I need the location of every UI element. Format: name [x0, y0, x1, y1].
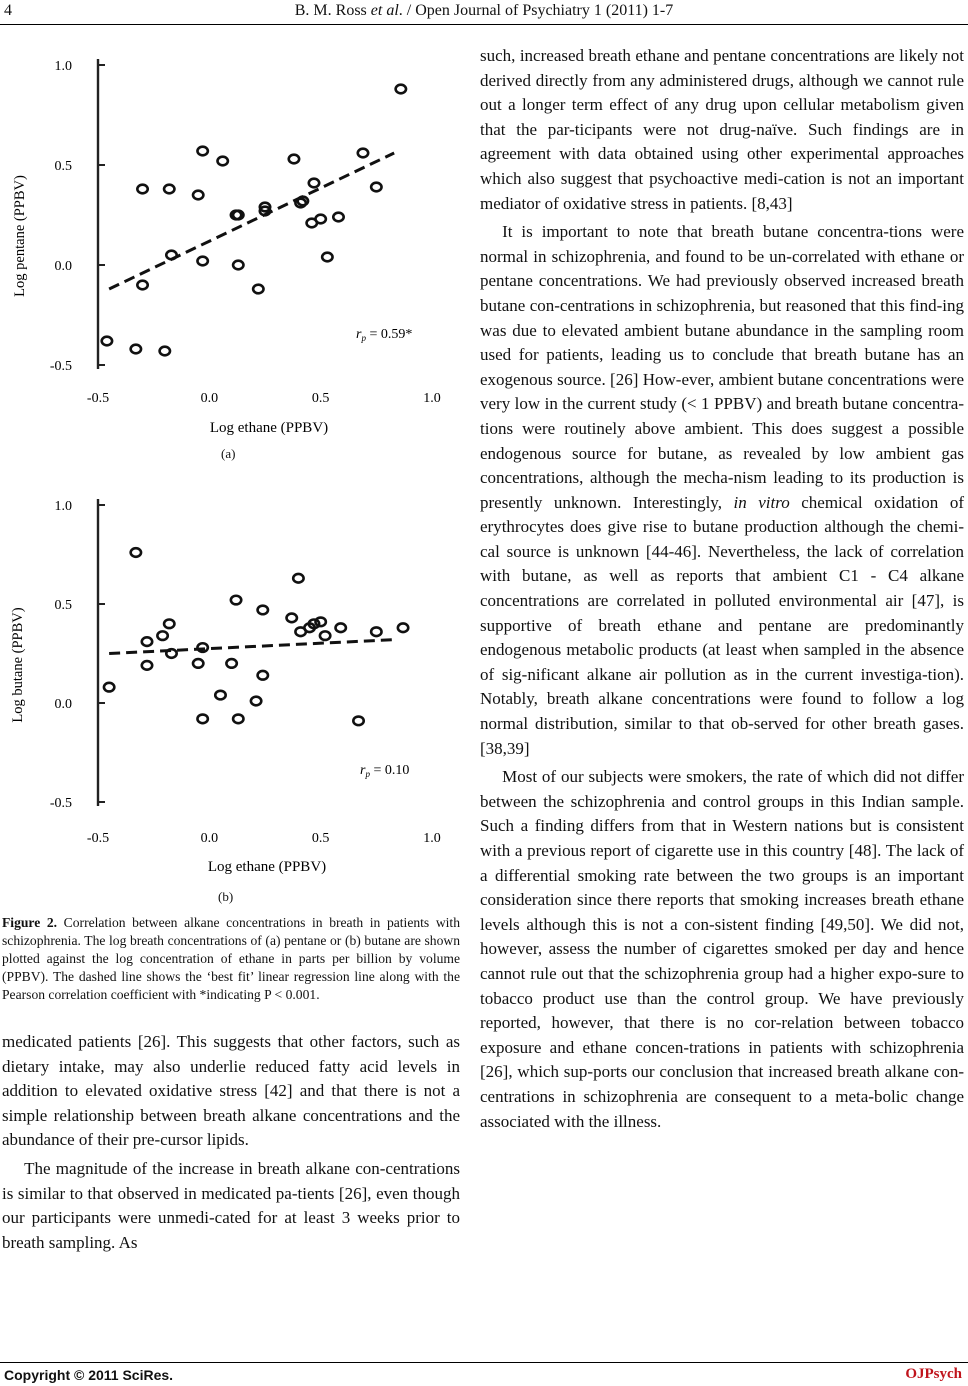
- scatter-point: [226, 659, 236, 668]
- scatter-point: [333, 213, 343, 222]
- scatter-point: [353, 717, 363, 726]
- y-axis-label: Log pentane (PPBV): [12, 175, 28, 297]
- regression-line: [109, 153, 394, 289]
- scatter-point: [322, 253, 332, 262]
- x-tick-label: 0.5: [311, 391, 330, 406]
- header-journal: . / Open Journal of Psychiatry 1 (2011) 1-7: [398, 2, 674, 19]
- header-rule: [0, 24, 968, 25]
- y-tick-label: 0.5: [54, 598, 72, 613]
- x-tick-label: 1.0: [423, 831, 441, 846]
- scatter-point: [320, 631, 330, 640]
- scatter-point: [233, 715, 243, 724]
- paragraph-text: It is important to note that breath butane concentra-tions were normal in schizophrenia, and found to be un-correlated with ethane or pentane concentrations. We had previously observed increased breath butane con-centrations in schizophrenia, but reasoned that this find-ing was due to elevated ambient butane abundance in the sampling room used for patients, leading us to conclude that breath butane has an exogenous source. [26] How-ever, ambient butane concentrations were very low in the current study (< 1 PPBV) and breath butane concentra-tions were routinely above ambient. This does suggest a possible endogenous source for butane, as revealed by low ambient gas concentrations, although the mecha-nism leading to its production is presently unknown. Interestingly,: [480, 222, 964, 512]
- copyright: Copyright © 2011 SciRes.: [4, 1367, 174, 1383]
- scatter-point: [142, 637, 152, 646]
- x-tick-label: 0.5: [311, 831, 330, 846]
- scatter-chart-b: [0, 480, 470, 898]
- y-tick-label: 1.0: [54, 499, 72, 514]
- scatter-point: [398, 623, 408, 632]
- paragraph: Most of our subjects were smokers, the rate of which did not differ between the schizophrenia and control groups in this Indian sample. Such a finding differs from that in Western nations but is consistent with a previous report of cigarette use in this country [48]. The lack of a differential smoking rate between the two groups is an important consideration since there reports that smoking increases breath ethane levels although this is not a con-sistent finding [49,50]. We did not, however, assess the number of cigarettes smoked per day and hence cannot rule out that the schizophrenia group had a higher expo-sure to tobacco product use than the control group. We have previously reported, however, that there is no cor-relation between tobacco exposure and ethane concen-trations in patients with schizophrenia [26], which sup-ports our conclusion that increased breath alkane con-centrations in schizophrenia are consequent to a meta-bolic change associated with the illness.: [480, 767, 964, 1131]
- x-tick-label: -0.5: [86, 391, 110, 406]
- scatter-chart-a: [0, 40, 470, 450]
- scatter-point: [315, 618, 325, 627]
- paragraph: The magnitude of the increase in breath alkane con-centrations is similar to that observed in medicated pa-tients [26], even though our participants were unmedi-cated for at least 3 weeks prior to breath sampling. As: [2, 1158, 460, 1252]
- scatter-point: [137, 185, 147, 194]
- x-tick-label: 0.0: [200, 831, 219, 846]
- paragraph: [480, 220, 964, 761]
- scatter-point: [157, 631, 167, 640]
- paragraph: medicated patients [26]. This suggests that other factors, such as dietary intake, may also underlie reduced fatty acid levels in addition to elevated oxidative stress [42] and that there is not a simple relationship between breath alkane concentrations and the abundance of their pre-cursor lipids.: [2, 1032, 460, 1150]
- header-et-al: et al: [370, 2, 399, 19]
- x-tick-label: 1.0: [423, 391, 441, 406]
- y-tick-label: -0.5: [49, 359, 72, 374]
- panel-label-a: (a): [221, 446, 236, 461]
- scatter-point: [102, 337, 112, 346]
- scatter-point: [217, 157, 227, 166]
- scatter-point: [233, 261, 243, 270]
- y-tick-label: -0.5: [49, 796, 72, 811]
- caption-text: Correlation between alkane concentrations in breath in patients with schizophrenia. The log breath concentrations of (a) pentane or (b) butane are shown plotted against the log concentration of ethane in parts per billion by volume (PPBV). The dashed line shows the ‘best fit’ linear regression line along with the Pearson correlation coefficient with *indicating P < 0.001.: [2, 915, 460, 1002]
- scatter-point: [131, 345, 141, 354]
- scatter-point: [251, 697, 261, 706]
- scatter-point: [197, 715, 207, 724]
- right-column: [480, 44, 964, 1138]
- y-tick-label: 0.5: [54, 159, 72, 174]
- scatter-point: [258, 606, 268, 615]
- y-tick-label: 1.0: [54, 59, 72, 74]
- scatter-point: [164, 185, 174, 194]
- running-header: [0, 2, 968, 20]
- y-axis-label: Log butane (PPBV): [10, 607, 26, 723]
- scatter-point: [371, 183, 381, 192]
- scatter-point: [137, 281, 147, 290]
- correlation-annotation: $r_p = 0.59*$: [356, 327, 413, 343]
- scatter-point: [160, 347, 170, 356]
- scatter-point: [193, 659, 203, 668]
- y-tick-label: 0.0: [54, 259, 72, 274]
- scatter-point: [371, 627, 381, 636]
- scatter-point: [164, 620, 174, 629]
- scatter-point: [104, 683, 114, 692]
- page-number: 4: [4, 2, 12, 19]
- figure-caption: [2, 914, 460, 1004]
- scatter-point: [293, 574, 303, 583]
- scatter-point: [336, 623, 346, 632]
- scatter-point: [253, 285, 263, 294]
- x-axis-label: Log ethane (PPBV): [207, 859, 327, 875]
- scatter-point: [197, 257, 207, 266]
- scatter-point: [287, 614, 297, 623]
- journal-abbrev: OJPsych: [905, 1366, 962, 1382]
- scatter-point: [231, 596, 241, 605]
- footer-rule: [0, 1362, 968, 1363]
- x-axis-label: Log ethane (PPBV): [209, 420, 329, 436]
- italic-term: in vitro: [733, 492, 790, 512]
- paragraph: such, increased breath ethane and pentane concentrations are likely not derived directly from any administered drugs, although we cannot rule out a longer term effect of any drug upon cellular metabolism given that the par-ticipants were not drug-naïve. Such findings are in agreement with data obtained using other experimental approaches which also suggest that psychoactive medi-cation is not an important mediator of oxidative stress in patients. [8,43]: [480, 46, 964, 213]
- scatter-point: [166, 251, 176, 260]
- panel-label-b: (b): [218, 889, 234, 904]
- header-authors: B. M. Ross: [294, 2, 367, 19]
- scatter-point: [131, 548, 141, 557]
- scatter-point: [193, 191, 203, 200]
- scatter-point: [215, 691, 225, 700]
- left-column: [2, 1030, 460, 1259]
- scatter-point: [396, 85, 406, 94]
- scatter-point: [142, 661, 152, 670]
- x-tick-label: 0.0: [200, 391, 219, 406]
- x-tick-label: -0.5: [86, 831, 110, 846]
- scatter-point: [258, 671, 268, 680]
- scatter-point: [197, 147, 207, 156]
- paragraph-text: chemical oxidation of erythrocytes does give rise to butane production although the chemi-cal source is unknown [44-46]. Nevertheless, the lack of correlation with butane, as well as reports that ambient C1 - C4 alkane concentrations are correlated in polluted environmental air [47], is supportive of breath ethane and pentane are predominantly endogenous metabolic products (at least when sampled in the absence of sig-nificant alkane air pollution as in the current investiga-tion). Notably, breath alkane concentrations were found to follow a log normal distribution, similar to that ob-served for other breath gases. [38,39]: [480, 492, 964, 758]
- scatter-point: [166, 649, 176, 658]
- correlation-annotation: $r_p = 0.10$: [360, 763, 410, 779]
- scatter-point: [309, 179, 319, 188]
- caption-label: Figure 2.: [2, 915, 58, 930]
- y-tick-label: 0.0: [54, 697, 72, 712]
- scatter-point: [315, 215, 325, 224]
- scatter-point: [289, 155, 299, 164]
- scatter-point: [358, 149, 368, 158]
